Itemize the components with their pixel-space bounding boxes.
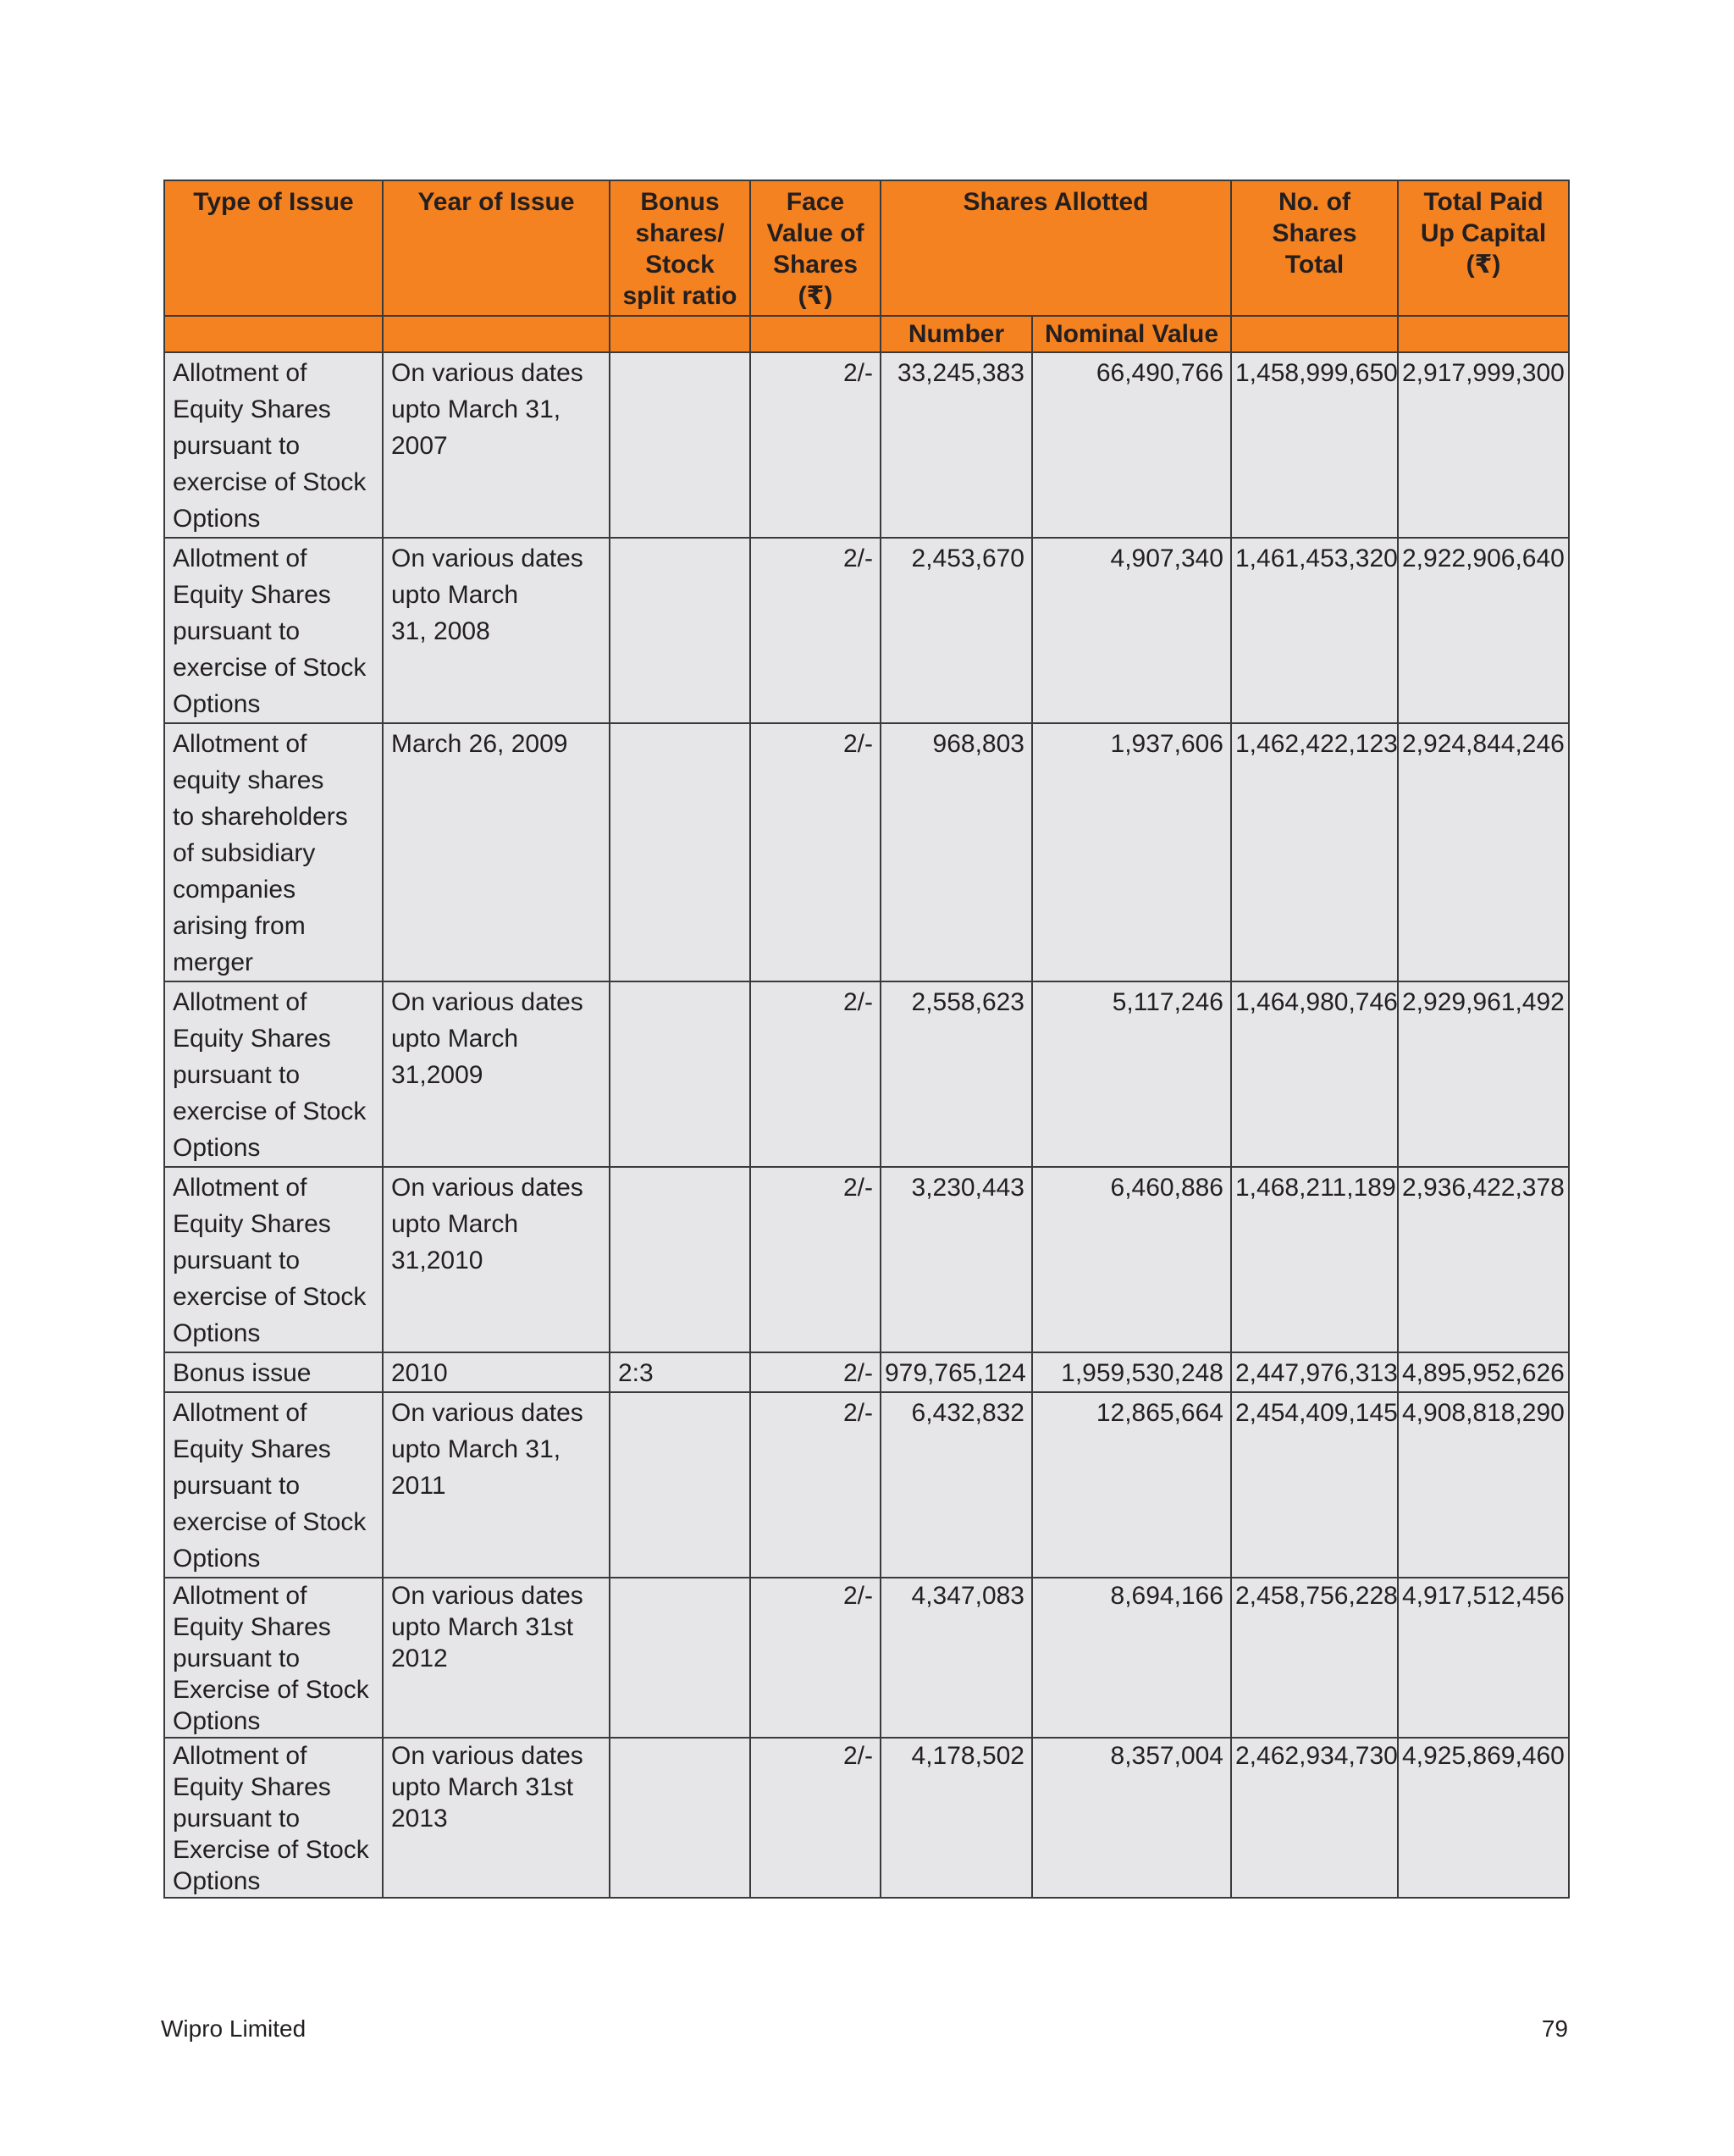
header-bonus-ratio: Bonus shares/ Stock split ratio [610,180,750,316]
cell-shares-total: 2,458,756,228 [1231,1578,1398,1738]
header-no-of-shares-total: No. of Shares Total [1231,180,1398,316]
cell-bonus [610,538,750,723]
cell-face-value: 2/- [750,1578,881,1738]
cell-nominal-value: 8,357,004 [1032,1738,1231,1898]
cell-face-value: 2/- [750,1167,881,1352]
table-row [164,352,1569,538]
table-row [164,1392,1569,1578]
share-capital-history-table-wrapper [163,180,1568,1899]
sub-header-empty [1231,316,1398,352]
cell-year: On various dates upto March 31, 2007 [383,352,610,538]
cell-paid-up-capital: 4,908,818,290 [1398,1392,1569,1578]
cell-number: 33,245,383 [881,352,1032,538]
header-nominal-value: Nominal Value [1032,316,1231,352]
cell-bonus [610,723,750,981]
cell-nominal-value: 4,907,340 [1032,538,1231,723]
cell-paid-up-capital: 2,936,422,378 [1398,1167,1569,1352]
header-shares-allotted: Shares Allotted [881,180,1231,316]
cell-year: On various dates upto March 31st 2012 [383,1578,610,1738]
table-row [164,981,1569,1167]
cell-year: On various dates upto March 31st 2013 [383,1738,610,1898]
cell-bonus [610,1578,750,1738]
cell-number: 968,803 [881,723,1032,981]
cell-type: Bonus issue [164,1352,383,1392]
table-row [164,723,1569,981]
sub-header-empty [750,316,881,352]
cell-shares-total: 2,454,409,145 [1231,1392,1398,1578]
cell-number: 4,178,502 [881,1738,1032,1898]
cell-bonus [610,1167,750,1352]
cell-number: 2,558,623 [881,981,1032,1167]
cell-face-value: 2/- [750,538,881,723]
cell-nominal-value: 66,490,766 [1032,352,1231,538]
cell-shares-total: 1,468,211,189 [1231,1167,1398,1352]
footer-page-number: 79 [1541,2015,1568,2042]
cell-face-value: 2/- [750,723,881,981]
cell-bonus [610,1738,750,1898]
cell-type: Allotment of Equity Shares pursuant to exercise of Stock Options [164,981,383,1167]
footer-company-name: Wipro Limited [161,2015,306,2042]
header-row [164,180,1569,316]
cell-face-value: 2/- [750,981,881,1167]
cell-paid-up-capital: 2,924,844,246 [1398,723,1569,981]
header-face-value: Face Value of Shares (₹) [750,180,881,316]
table-row [164,1352,1569,1392]
cell-bonus [610,981,750,1167]
cell-paid-up-capital: 2,922,906,640 [1398,538,1569,723]
cell-paid-up-capital: 4,925,869,460 [1398,1738,1569,1898]
cell-type: Allotment of Equity Shares pursuant to exercise of Stock Options [164,352,383,538]
cell-paid-up-capital: 4,895,952,626 [1398,1352,1569,1392]
cell-year: 2010 [383,1352,610,1392]
cell-year: March 26, 2009 [383,723,610,981]
cell-face-value: 2/- [750,1392,881,1578]
cell-shares-total: 1,461,453,320 [1231,538,1398,723]
cell-nominal-value: 8,694,166 [1032,1578,1231,1738]
cell-paid-up-capital: 4,917,512,456 [1398,1578,1569,1738]
cell-shares-total: 2,447,976,313 [1231,1352,1398,1392]
cell-type: Allotment of Equity Shares pursuant to exercise of Stock Options [164,538,383,723]
sub-header-empty [164,316,383,352]
cell-type: Allotment of Equity Shares pursuant to exercise of Stock Options [164,1392,383,1578]
cell-number: 6,432,832 [881,1392,1032,1578]
cell-shares-total: 1,462,422,123 [1231,723,1398,981]
cell-type: Allotment of Equity Shares pursuant to exercise of Stock Options [164,1167,383,1352]
cell-type: Allotment of equity shares to shareholders of subsidiary companies arising from merger [164,723,383,981]
cell-number: 2,453,670 [881,538,1032,723]
cell-nominal-value: 1,937,606 [1032,723,1231,981]
cell-nominal-value: 5,117,246 [1032,981,1231,1167]
cell-nominal-value: 1,959,530,248 [1032,1352,1231,1392]
cell-number: 979,765,124 [881,1352,1032,1392]
sub-header-empty [383,316,610,352]
cell-face-value: 2/- [750,1738,881,1898]
header-year-of-issue: Year of Issue [383,180,610,316]
cell-shares-total: 2,462,934,730 [1231,1738,1398,1898]
cell-shares-total: 1,458,999,650 [1231,352,1398,538]
cell-year: On various dates upto March 31,2010 [383,1167,610,1352]
sub-header-row [164,316,1569,352]
cell-face-value: 2/- [750,1352,881,1392]
table-row [164,538,1569,723]
cell-paid-up-capital: 2,917,999,300 [1398,352,1569,538]
sub-header-empty [610,316,750,352]
cell-year: On various dates upto March 31, 2008 [383,538,610,723]
table-row [164,1738,1569,1898]
sub-header-empty [1398,316,1569,352]
cell-bonus [610,352,750,538]
cell-number: 3,230,443 [881,1167,1032,1352]
table-row [164,1167,1569,1352]
table-row [164,1578,1569,1738]
cell-number: 4,347,083 [881,1578,1032,1738]
cell-type: Allotment of Equity Shares pursuant to Exercise of Stock Options [164,1738,383,1898]
cell-shares-total: 1,464,980,746 [1231,981,1398,1167]
cell-nominal-value: 12,865,664 [1032,1392,1231,1578]
header-number: Number [881,316,1032,352]
share-capital-history-table [163,180,1570,1899]
cell-paid-up-capital: 2,929,961,492 [1398,981,1569,1167]
cell-bonus: 2:3 [610,1352,750,1392]
cell-year: On various dates upto March 31,2009 [383,981,610,1167]
cell-year: On various dates upto March 31, 2011 [383,1392,610,1578]
cell-nominal-value: 6,460,886 [1032,1167,1231,1352]
header-type-of-issue: Type of Issue [164,180,383,316]
cell-face-value: 2/- [750,352,881,538]
cell-type: Allotment of Equity Shares pursuant to Exercise of Stock Options [164,1578,383,1738]
header-total-paid-up-capital: Total Paid Up Capital (₹) [1398,180,1569,316]
cell-bonus [610,1392,750,1578]
